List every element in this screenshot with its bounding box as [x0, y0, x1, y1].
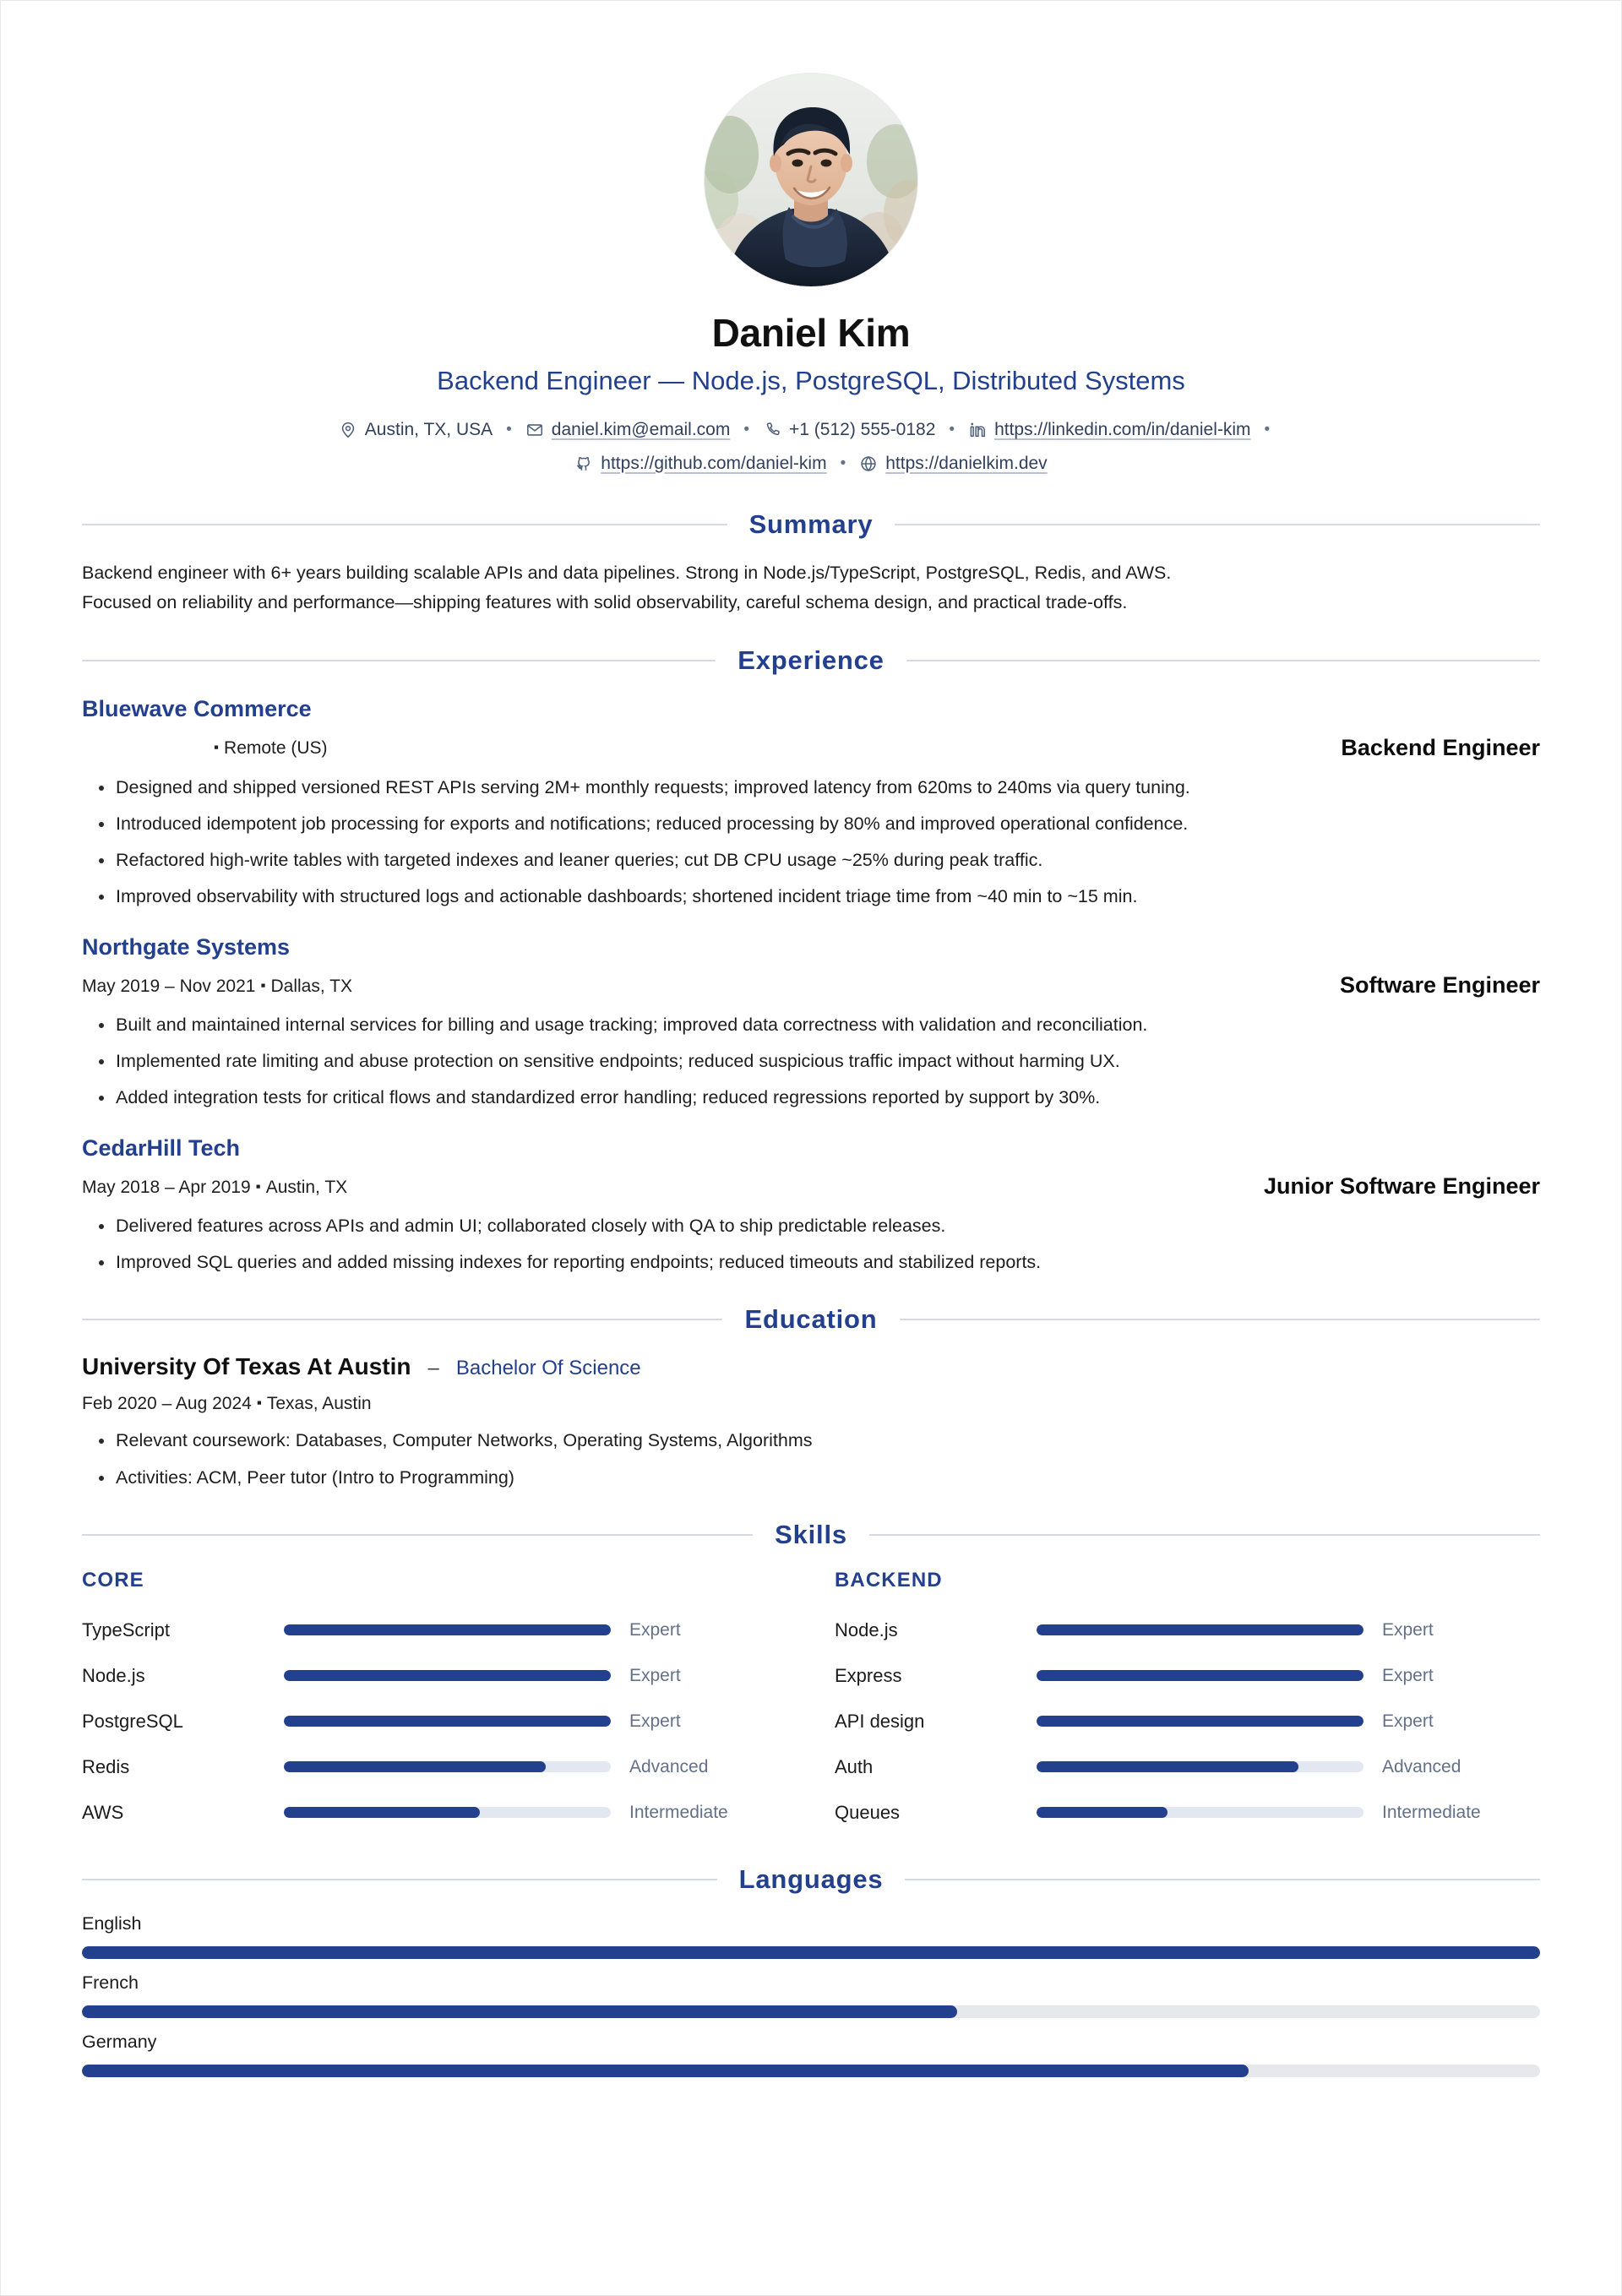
globe-icon	[859, 454, 878, 473]
contact-separator: •	[743, 420, 750, 438]
skill-group	[82, 1569, 787, 1836]
language-progress-fill	[82, 2005, 957, 2018]
section-title-summary: Summary	[748, 509, 874, 539]
skill-row	[835, 1790, 1540, 1836]
phone-icon	[763, 421, 781, 439]
experience-organization: Northgate Systems	[82, 933, 291, 960]
list-item: Delivered features across APIs and admin UI; collaborated closely with QA to ship predictable releases.	[82, 1213, 1540, 1239]
avatar	[705, 73, 917, 286]
location-pin-icon	[339, 421, 357, 439]
section-title-experience: Experience	[738, 645, 884, 676]
experience-organization: CedarHill Tech	[82, 1134, 241, 1161]
skill-row	[835, 1699, 1540, 1744]
education-degree: Bachelor Of Science	[455, 1357, 641, 1380]
rule-left	[82, 524, 727, 525]
meta-separator: ▪	[260, 977, 266, 993]
list-item: Introduced idempotent job processing for exports and notifications; reduced processing by 80% and improved operational confidence.	[82, 811, 1540, 837]
experience-entry	[82, 933, 1540, 1112]
education-entry	[82, 1353, 1540, 1490]
skill-name: Node.js	[82, 1664, 145, 1686]
language-item	[82, 1972, 1540, 2018]
skill-name: PostgreSQL	[82, 1710, 183, 1732]
skill-progress-fill	[284, 1761, 546, 1772]
language-progress-track	[82, 2065, 1540, 2077]
experience-entry-left	[82, 1134, 1244, 1200]
skill-level-label: Advanced	[1382, 1756, 1461, 1776]
skill-row	[835, 1653, 1540, 1699]
education-location: Texas, Austin	[266, 1394, 372, 1414]
experience-role: Backend Engineer	[1341, 734, 1540, 760]
contact-item-phone	[763, 413, 935, 447]
skills-grid	[82, 1569, 1540, 1836]
experience-organization: Bluewave Commerce	[82, 696, 312, 722]
linkedin-icon	[968, 421, 987, 439]
summary-line-1: Backend engineer with 6+ years building scalable APIs and data pipelines. Strong in Node.js/TypeScript, PostgreSQL, Redis, and AWS.	[82, 562, 1172, 583]
rule-left	[82, 1534, 753, 1536]
resume-header	[82, 1, 1540, 481]
contact-value[interactable]: https://github.com/daniel-kim	[601, 453, 827, 473]
skill-name: Express	[835, 1664, 902, 1686]
experience-entry	[82, 1134, 1540, 1276]
skill-level-label: Expert	[1382, 1619, 1434, 1640]
experience-meta	[82, 736, 1320, 760]
skill-level-label: Expert	[629, 1619, 681, 1640]
skill-name: API design	[835, 1710, 925, 1732]
language-progress-fill	[82, 1946, 1540, 1959]
section-header-languages	[82, 1864, 1540, 1895]
skill-level-label: Intermediate	[1382, 1802, 1481, 1822]
skill-progress-track	[284, 1624, 611, 1635]
experience-role: Junior Software Engineer	[1263, 1173, 1540, 1200]
experience-bullet-list	[82, 1012, 1540, 1112]
experience-entry-left	[82, 694, 1320, 760]
experience-location: Austin, TX	[265, 1177, 348, 1197]
list-item: Designed and shipped versioned REST APIs serving 2M+ monthly requests; improved latency from 620ms to 240ms via query tuning.	[82, 775, 1540, 801]
skill-row	[82, 1608, 787, 1653]
education-bullet-list	[82, 1428, 1540, 1490]
skill-progress-track	[284, 1670, 611, 1681]
skill-name: Auth	[835, 1755, 874, 1777]
language-name: French	[82, 1972, 139, 1993]
list-item: Implemented rate limiting and abuse protection on sensitive endpoints; reduced suspicious traffic impact without harming UX.	[82, 1048, 1540, 1075]
rule-right	[905, 1879, 1540, 1880]
skill-progress-track	[284, 1716, 611, 1727]
languages-list	[82, 1913, 1540, 2077]
experience-entry-left	[82, 933, 1320, 998]
experience-entry-header	[82, 933, 1540, 998]
section-header-summary	[82, 509, 1540, 540]
contact-separator: •	[949, 420, 955, 438]
skill-group-title: BACKEND	[835, 1568, 943, 1591]
education-school: University Of Texas At Austin	[82, 1353, 411, 1380]
experience-entry	[82, 694, 1540, 910]
section-title-languages: Languages	[738, 1863, 884, 1894]
meta-separator: ▪	[214, 739, 220, 756]
meta-separator: ▪	[256, 1395, 262, 1412]
contact-list	[82, 413, 1540, 481]
experience-bullet-list	[82, 1213, 1540, 1276]
rule-right	[906, 660, 1540, 661]
envelope-icon	[525, 421, 544, 439]
education-list	[82, 1353, 1540, 1490]
list-item: Built and maintained internal services for billing and usage tracking; improved data correctness with validation and reconciliation.	[82, 1012, 1540, 1038]
experience-role: Software Engineer	[1339, 972, 1540, 998]
experience-entry-header	[82, 1134, 1540, 1200]
list-item: Improved SQL queries and added missing indexes for reporting endpoints; reduced timeouts and stabilized reports.	[82, 1249, 1540, 1276]
contact-item-github[interactable]	[574, 447, 826, 481]
skill-row	[82, 1744, 787, 1790]
skill-name: Queues	[835, 1801, 901, 1823]
section-header-education	[82, 1304, 1540, 1335]
language-progress-fill	[82, 2065, 1249, 2077]
skill-progress-fill	[1037, 1670, 1363, 1681]
experience-meta	[82, 974, 1320, 998]
rule-left	[82, 660, 716, 661]
skill-name: Node.js	[835, 1619, 898, 1640]
skill-level-label: Expert	[1382, 1665, 1434, 1685]
contact-value[interactable]: https://linkedin.com/in/daniel-kim	[994, 419, 1251, 439]
contact-value[interactable]: https://danielkim.dev	[885, 453, 1048, 473]
contact-value[interactable]: daniel.kim@email.com	[551, 419, 731, 439]
language-name: English	[82, 1912, 142, 1934]
skill-row	[82, 1699, 787, 1744]
skill-progress-track	[1037, 1624, 1363, 1635]
list-item: Refactored high-write tables with targeted indexes and leaner queries; cut DB CPU usage ~25% during peak traffic.	[82, 847, 1540, 873]
skill-progress-track	[1037, 1807, 1363, 1818]
skill-progress-fill	[1037, 1761, 1298, 1772]
contact-separator: •	[506, 420, 512, 438]
skill-progress-track	[1037, 1761, 1363, 1772]
skill-progress-fill	[1037, 1807, 1168, 1818]
experience-dates: May 2018 – Apr 2019	[82, 1177, 251, 1197]
skill-group-title: CORE	[82, 1568, 144, 1591]
skill-level-label: Intermediate	[629, 1802, 728, 1822]
meta-separator: ▪	[255, 1178, 261, 1194]
github-icon	[574, 454, 593, 473]
experience-location: Remote (US)	[224, 738, 328, 759]
skill-progress-track	[284, 1807, 611, 1818]
experience-meta	[82, 1175, 1244, 1200]
skill-progress-track	[1037, 1716, 1363, 1727]
skill-progress-fill	[1037, 1716, 1363, 1727]
skill-progress-track	[1037, 1670, 1363, 1681]
rule-right	[869, 1534, 1540, 1536]
contact-item-linkedin[interactable]	[968, 413, 1250, 447]
language-item	[82, 1913, 1540, 1959]
headline: Backend Engineer — Node.js, PostgreSQL, Distributed Systems	[437, 366, 1185, 396]
skill-level-label: Expert	[1382, 1711, 1434, 1731]
experience-bullet-list	[82, 775, 1540, 911]
summary-line-2: Focused on reliability and performance—shipping features with solid observability, careful schema design, and practical trade-offs.	[82, 591, 1128, 612]
skill-group	[835, 1569, 1540, 1836]
list-item: Activities: ACM, Peer tutor (Intro to Programming)	[82, 1465, 1540, 1491]
skill-name: AWS	[82, 1801, 124, 1823]
education-dash: –	[427, 1357, 439, 1380]
education-entry-header	[82, 1353, 1540, 1380]
page-title: Daniel Kim	[711, 311, 911, 355]
experience-dates: May 2019 – Nov 2021	[82, 976, 256, 996]
skill-row	[835, 1744, 1540, 1790]
skill-name: Redis	[82, 1755, 130, 1777]
skill-row	[835, 1608, 1540, 1653]
contact-separator: •	[840, 454, 846, 472]
list-item: Relevant coursework: Databases, Computer Networks, Operating Systems, Algorithms	[82, 1428, 1540, 1454]
contact-item-envelope[interactable]	[525, 413, 731, 447]
summary-body	[82, 558, 1540, 618]
contact-separator: •	[1264, 420, 1271, 438]
skill-name: TypeScript	[82, 1619, 170, 1640]
list-item: Added integration tests for critical flows and standardized error handling; reduced regressions reported by support by 30%.	[82, 1085, 1540, 1111]
education-meta	[82, 1394, 1540, 1414]
contact-value: +1 (512) 555-0182	[789, 419, 936, 439]
skill-row	[82, 1790, 787, 1836]
skill-level-label: Expert	[629, 1711, 681, 1731]
skill-progress-fill	[284, 1624, 611, 1635]
section-header-skills	[82, 1520, 1540, 1550]
rule-right	[895, 524, 1540, 525]
language-name: Germany	[82, 2031, 157, 2052]
skill-progress-fill	[284, 1716, 611, 1727]
skill-row	[82, 1653, 787, 1699]
rule-left	[82, 1319, 722, 1320]
language-progress-track	[82, 2005, 1540, 2018]
experience-list	[82, 694, 1540, 1276]
skill-progress-fill	[284, 1807, 480, 1818]
experience-location: Dallas, TX	[270, 976, 352, 996]
list-item: Improved observability with structured logs and actionable dashboards; shortened incident triage time from ~40 min to ~15 min.	[82, 884, 1540, 910]
contact-value: Austin, TX, USA	[364, 419, 493, 439]
education-dates: Feb 2020 – Aug 2024	[82, 1394, 252, 1414]
contact-item-location-pin	[339, 413, 493, 447]
avatar-wrapper	[82, 73, 1540, 286]
skill-level-label: Advanced	[629, 1756, 709, 1776]
language-item	[82, 2032, 1540, 2077]
skill-level-label: Expert	[629, 1665, 681, 1685]
section-header-experience	[82, 645, 1540, 676]
rule-left	[82, 1879, 717, 1880]
contact-item-globe[interactable]	[859, 447, 1047, 481]
section-title-skills: Skills	[775, 1519, 847, 1549]
rule-right	[900, 1319, 1540, 1320]
skill-progress-fill	[284, 1670, 611, 1681]
skill-progress-track	[284, 1761, 611, 1772]
experience-entry-header	[82, 694, 1540, 760]
language-progress-track	[82, 1946, 1540, 1959]
section-title-education: Education	[744, 1304, 878, 1335]
skill-progress-fill	[1037, 1624, 1363, 1635]
